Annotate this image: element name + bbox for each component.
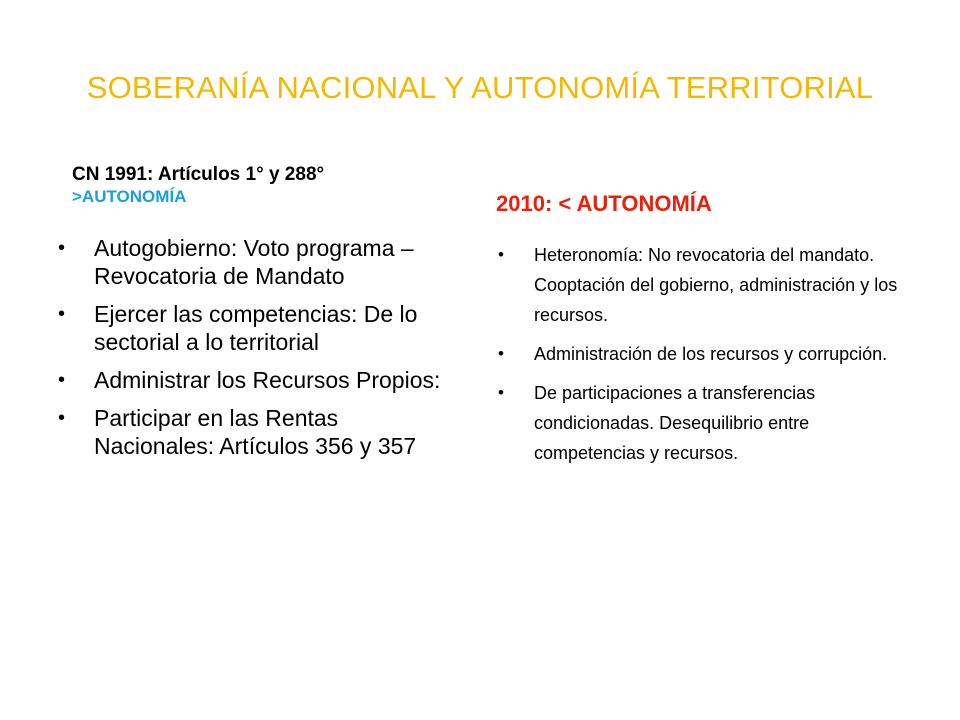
right-bullet-list bbox=[498, 240, 908, 477]
left-column-header bbox=[72, 164, 472, 208]
left-bullet-item bbox=[58, 234, 458, 290]
bullet-icon: • bbox=[498, 383, 504, 402]
slide-title: SOBERANÍA NACIONAL Y AUTONOMÍA TERRITORIAL bbox=[86, 70, 874, 105]
left-bullet-item bbox=[58, 300, 458, 356]
left-bullet-list bbox=[58, 234, 458, 470]
right-bullet-item bbox=[498, 240, 908, 330]
right-bullet-text: De participaciones a transferencias condicionadas. Desequilibrio entre competencias y recursos. bbox=[534, 383, 816, 463]
left-bullet-text: Ejercer las competencias: De lo sectorial a lo territorial bbox=[94, 301, 418, 355]
left-column-subheading: >AUTONOMÍA bbox=[72, 187, 187, 206]
left-column-heading: CN 1991: Artículos 1° y 288° bbox=[72, 164, 325, 185]
bullet-icon: • bbox=[58, 303, 66, 325]
left-bullet-item bbox=[58, 366, 458, 394]
right-bullet-item bbox=[498, 339, 908, 369]
left-bullet-text: Administrar los Recursos Propios: bbox=[94, 367, 441, 393]
bullet-icon: • bbox=[58, 369, 66, 391]
left-bullet-item bbox=[58, 404, 458, 460]
left-bullet-text: Participar en las Rentas Nacionales: Artículos 356 y 357 bbox=[94, 405, 417, 459]
right-bullet-text: Heteronomía: No revocatoria del mandato. Cooptación del gobierno, administración y los recursos. bbox=[534, 245, 898, 325]
right-column-heading: 2010: < AUTONOMÍA bbox=[496, 191, 712, 216]
bullet-icon: • bbox=[498, 344, 504, 363]
right-bullet-text: Administración de los recursos y corrupción. bbox=[534, 344, 888, 364]
right-bullet-item bbox=[498, 378, 908, 468]
bullet-icon: • bbox=[58, 237, 66, 259]
bullet-icon: • bbox=[58, 407, 66, 429]
bullet-icon: • bbox=[498, 245, 504, 264]
left-bullet-text: Autogobierno: Voto programa – Revocatoria de Mandato bbox=[94, 235, 414, 289]
